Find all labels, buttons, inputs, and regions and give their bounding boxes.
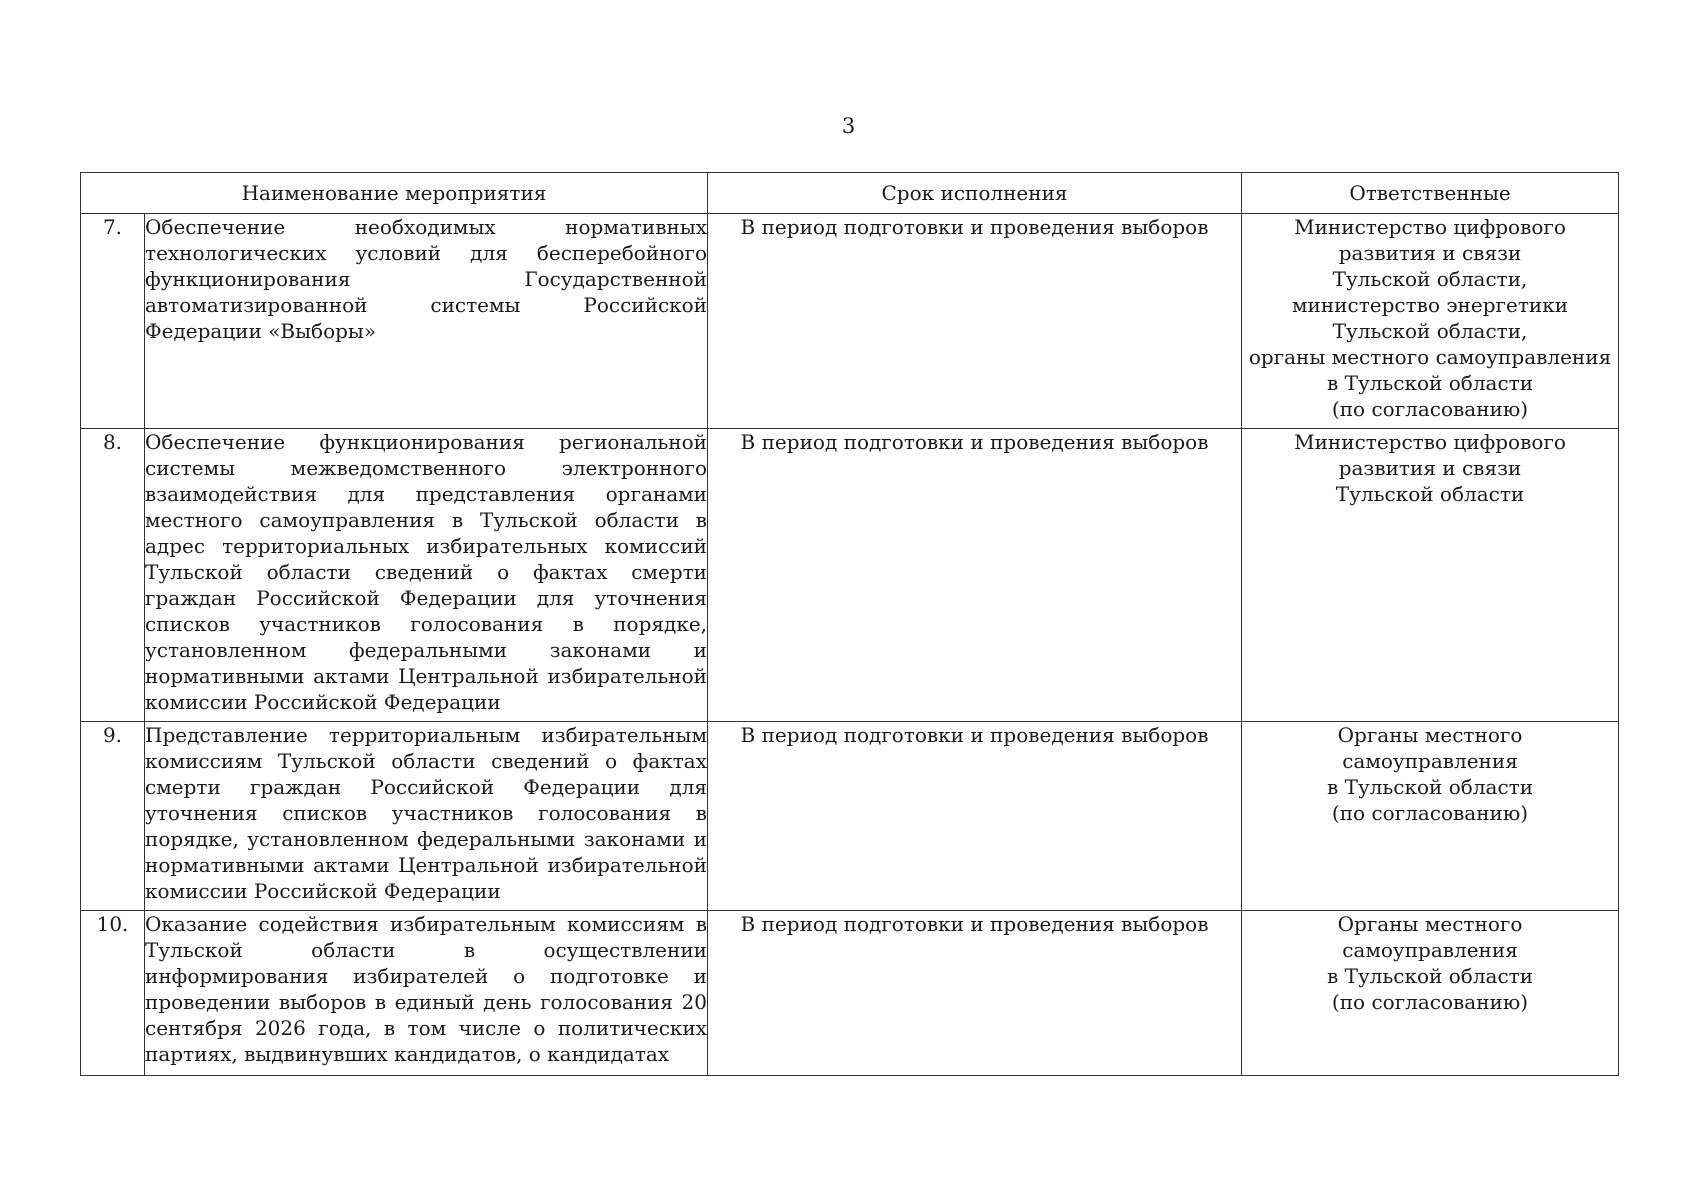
header-responsible: Ответственные xyxy=(1242,173,1619,214)
measure-name: Представление территориальным избирательным комиссиям Тульской области сведений о фактах смерти граждан Российской Федерации для уточнения списков участников голосования в порядке, установленном федеральными законами и нормативными актами Центральной избирательной комиссии Российской Федерации xyxy=(145,722,708,911)
responsible-line: Министерство цифрового xyxy=(1294,215,1566,239)
table-row xyxy=(81,429,1619,722)
measure-responsible xyxy=(1242,214,1619,429)
responsible-line: Органы местного xyxy=(1337,723,1523,747)
measure-term: В период подготовки и проведения выборов xyxy=(708,722,1242,911)
table-header-row xyxy=(81,173,1619,214)
responsible-line: в Тульской области xyxy=(1326,964,1534,988)
responsible-line: Тульской области, xyxy=(1332,267,1528,291)
responsible-line: в Тульской области xyxy=(1326,371,1534,395)
responsible-line: (по согласованию) xyxy=(1331,397,1529,421)
measures-table xyxy=(80,172,1619,1076)
responsible-line: самоуправления xyxy=(1342,938,1518,962)
row-number: 10. xyxy=(81,911,145,1076)
measure-term: В период подготовки и проведения выборов xyxy=(708,429,1242,722)
measure-name: Обеспечение функционирования региональной системы межведомственного электронного взаимодействия для представления органами местного самоуправления в Тульской области в адрес территориальных избирательных комиссий Тульской области сведений о фактах смерти граждан Российской Федерации для уточнения списков участников голосования в порядке, установленном федеральными законами и нормативными актами Центральной избирательной комиссии Российской Федерации xyxy=(145,429,708,722)
row-number: 8. xyxy=(81,429,145,722)
responsible-line: Тульской области xyxy=(1335,482,1525,506)
responsible-line: Органы местного xyxy=(1337,912,1523,936)
responsible-line: (по согласованию) xyxy=(1331,990,1529,1014)
responsible-line: развития и связи xyxy=(1338,456,1522,480)
responsible-line: министерство энергетики xyxy=(1291,293,1569,317)
page-number: 3 xyxy=(841,114,856,138)
row-number: 7. xyxy=(81,214,145,429)
measure-name: Оказание содействия избирательным комиссиям в Тульской области в осуществлении информирования избирателей о подготовке и проведении выборов в единый день голосования 20 сентября 2026 года, в том числе о политических партиях, выдвинувших кандидатов, о кандидатах xyxy=(145,911,708,1076)
responsible-line: развития и связи xyxy=(1338,241,1522,265)
header-term: Срок исполнения xyxy=(708,173,1242,214)
measure-term: В период подготовки и проведения выборов xyxy=(708,911,1242,1076)
measure-responsible xyxy=(1242,911,1619,1076)
table-row xyxy=(81,214,1619,429)
measure-responsible xyxy=(1242,429,1619,722)
responsible-line: (по согласованию) xyxy=(1331,801,1529,825)
table-row xyxy=(81,722,1619,911)
measure-responsible xyxy=(1242,722,1619,911)
measure-term: В период подготовки и проведения выборов xyxy=(708,214,1242,429)
responsible-line: Министерство цифрового xyxy=(1294,430,1566,454)
table-row xyxy=(81,911,1619,1076)
header-name: Наименование мероприятия xyxy=(81,173,708,214)
measure-name: Обеспечение необходимых нормативных технологических условий для бесперебойного функционирования Государственной автоматизированной системы Российской Федерации «Выборы» xyxy=(145,214,708,429)
row-number: 9. xyxy=(81,722,145,911)
responsible-line: органы местного самоуправления xyxy=(1248,345,1612,369)
responsible-line: Тульской области, xyxy=(1332,319,1528,343)
responsible-line: самоуправления xyxy=(1342,749,1518,773)
responsible-line: в Тульской области xyxy=(1326,775,1534,799)
